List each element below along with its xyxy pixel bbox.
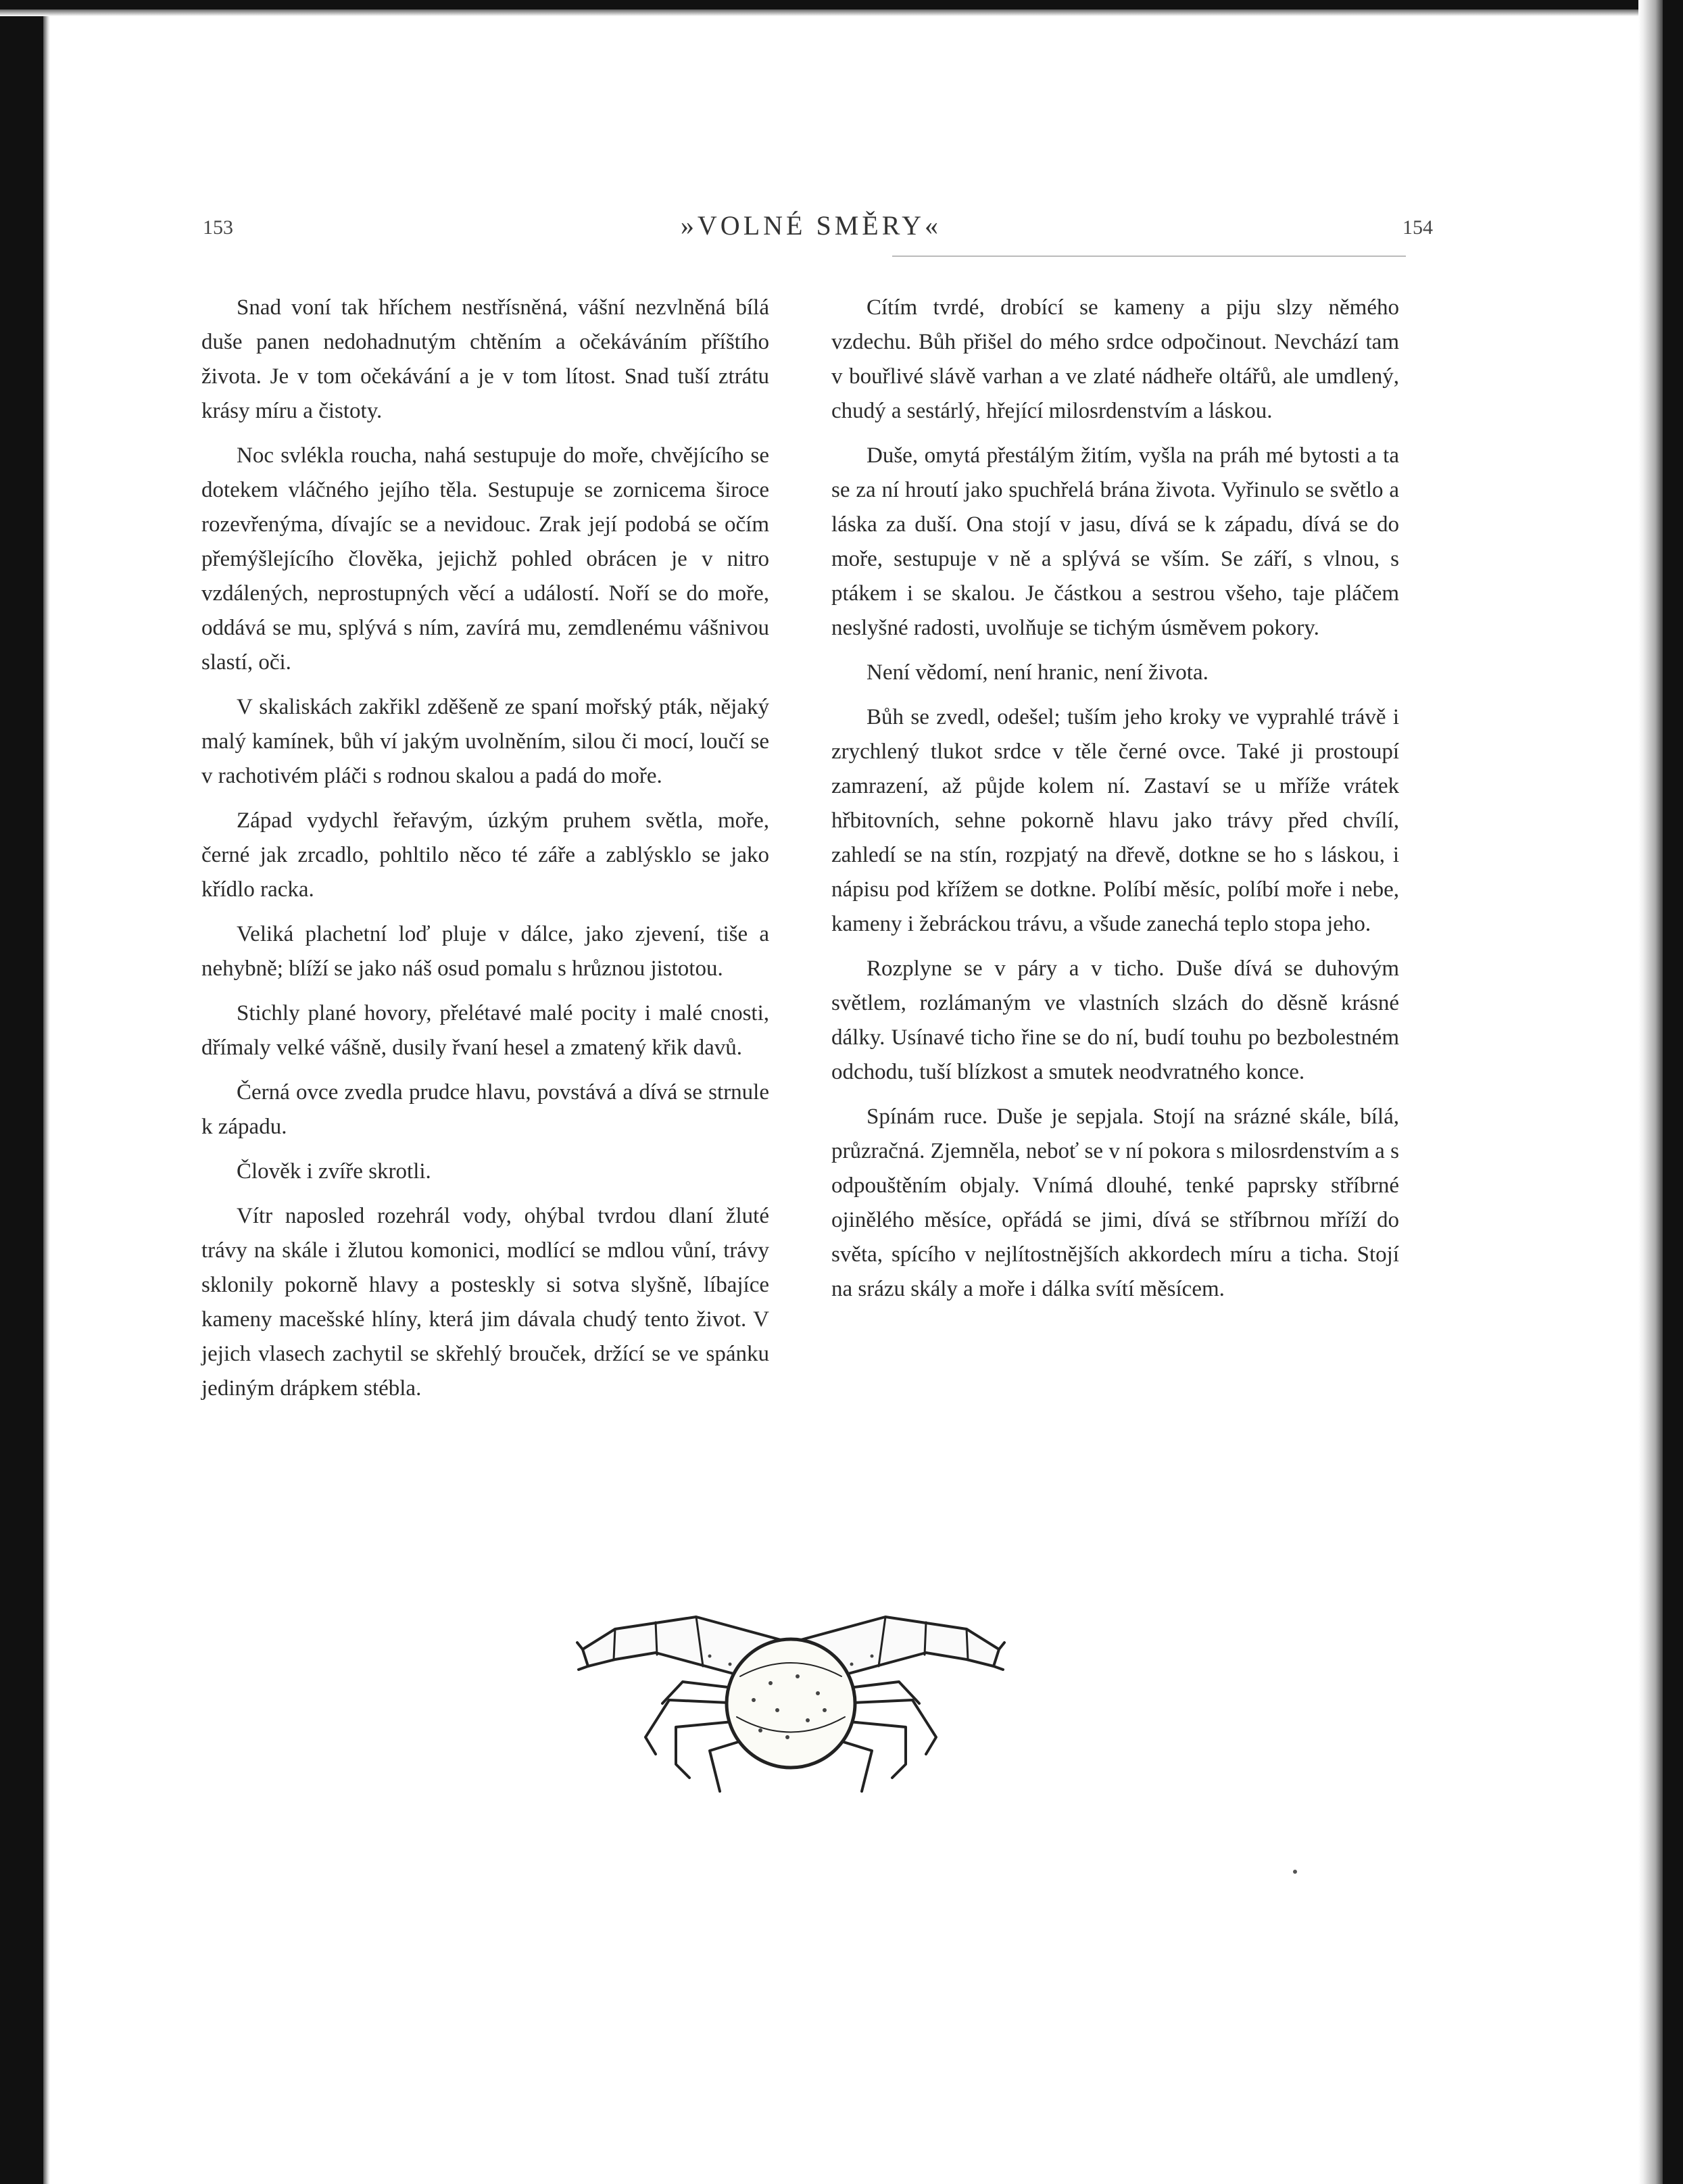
crab-icon xyxy=(575,1602,1007,1805)
scan-frame-left xyxy=(0,0,43,2184)
scan-frame-top-edge xyxy=(0,9,1683,16)
scan-frame-left-edge xyxy=(43,0,50,2184)
paragraph: Veliká plachetní loď pluje v dálce, jako zjevení, tiše a nehybně; blíží se jako náš osud pomalu s hrůznou jistotou. xyxy=(201,922,769,981)
header-rule xyxy=(892,256,1406,257)
paragraph: Člověk i zvíře skrotli. xyxy=(237,1159,431,1184)
page-number-right: 154 xyxy=(1402,216,1433,239)
paragraph: Černá ovce zvedla prudce hlavu, povstává a dívá se strnule k západu. xyxy=(201,1080,769,1139)
paragraph: V skaliskách zakřikl zděšeně ze spaní mořský pták, nějaký malý kamínek, bůh ví jakým uvolněním, silou či mocí, loučí se v rachotivém pláči s rodnou skalou a padá do moře. xyxy=(201,695,769,788)
running-head xyxy=(203,210,1433,250)
paragraph: Není vědomí, není hranic, není života. xyxy=(867,660,1209,685)
right-column xyxy=(831,291,1399,1317)
paragraph: Spínám ruce. Duše je sepjala. Stojí na srázné skále, bílá, průzračná. Zjemněla, neboť se v ní pokora s milosrdenstvím a s odpouštěním objaly. Vnímá dlouhé, tenké paprsky stříbrné ojinělého měsíce, opřádá se jimi, dívá se stříbrnou mříží do světa, spícího v nejlítostnějších akkordech míru a ticha. Stojí na srázu skály a moře i dálka svítí měsícem. xyxy=(831,1105,1399,1301)
paragraph: Rozplyne se v páry a v ticho. Duše dívá se duhovým světlem, rozlámaným ve vlastních slzách do děsně krásné dálky. Usínavé ticho řine se do ní, budí touhu po bezbolestném odchodu, tuší blízkost a smutek neodvratného konce. xyxy=(831,956,1399,1084)
paragraph: Stichly plané hovory, přelétavé malé pocity i malé cnosti, dřímaly velké vášně, dusily řvaní hesel a zmatený křik davů. xyxy=(201,1001,769,1060)
print-speck xyxy=(1293,1870,1297,1874)
paragraph: Noc svlékla roucha, nahá sestupuje do moře, chvějícího se dotekem vláčného jejího těla. Sestupuje se zornicema široce rozevřenýma, dívajíc se a nevidouc. Zrak její podobá se očím přemýšlejícího člověka, jejichž pohled obrácen je v nitro vzdálených, neprostupných věcí a událostí. Noří se do moře, oddává se mu, splývá s ním, zavírá mu, zemdlenému vášnivou slastí, oči. xyxy=(201,443,769,675)
scan-frame-top xyxy=(0,0,1683,9)
page-number-left: 153 xyxy=(203,216,233,239)
paragraph: Západ vydychl řeřavým, úzkým pruhem světla, moře, černé jak zrcadlo, pohltilo něco té záře a zablýsklo se jako křídlo racka. xyxy=(201,808,769,902)
scan-frame-right-edge xyxy=(1638,0,1663,2184)
left-column xyxy=(201,291,769,1416)
paragraph: Vítr naposled rozehrál vody, ohýbal tvrdou dlaní žluté trávy na skále i žlutou komonici, modlící se mdlou vůní, trávy sklonily pokorně hlavy a posteskly si sotva slyšně, líbajíce kameny macešské hlíny, která jim dávala chudý tento život. V jejich vlasech zachytil se skřehlý brouček, držící se ve spánku jediným drápkem stébla. xyxy=(201,1204,769,1401)
paragraph: Duše, omytá přestálým žitím, vyšla na práh mé bytosti a ta se za ní hroutí jako spuchřelá brána života. Vyřinulo se světlo a láska za duší. Ona stojí v jasu, dívá se k západu, dívá se do moře, sestupuje v ně a splývá se vším. Se září, s vlnou, s ptákem i se skalou. Je částkou a sestrou všeho, taje pláčem neslyšné radosti, uvolňuje se tichým úsměvem pokory. xyxy=(831,443,1399,640)
paragraph: Cítím tvrdé, drobící se kameny a piju slzy němého vzdechu. Bůh přišel do mého srdce odpočinout. Nevchází tam v bouřlivé slávě varhan a ve zlaté nádheře oltářů, ale umdlený, chudý a sestárlý, hřející milosrdenstvím a láskou. xyxy=(831,295,1399,423)
journal-title: »VOLNÉ SMĚRY« xyxy=(680,210,942,241)
paragraph: Snad voní tak hříchem nestřísněná, vášní nezvlněná bílá duše panen nedohadnutým chtěním a očekáváním příštího života. Je v tom očekávání a je v tom lítost. Snad tuší ztrátu krásy míru a čistoty. xyxy=(201,295,769,423)
paragraph: Bůh se zvedl, odešel; tuším jeho kroky ve vyprahlé trávě i zrychlený tlukot srdce v těle černé ovce. Také ji prostoupí zamrazení, až půjde kolem ní. Zastaví se u mříže vrátek hřbitovních, sehne pokorně hlavu jako trávy před chvílí, zahledí se na stín, rozpjatý na dřevě, dotkne se ho s láskou, i nápisu pod křížem se dotkne. Políbí měsíc, políbí moře i nebe, kameny i žebráckou trávu, a všude zanechá teplo stopa jeho. xyxy=(831,705,1399,936)
scan-frame-right xyxy=(1663,0,1683,2184)
